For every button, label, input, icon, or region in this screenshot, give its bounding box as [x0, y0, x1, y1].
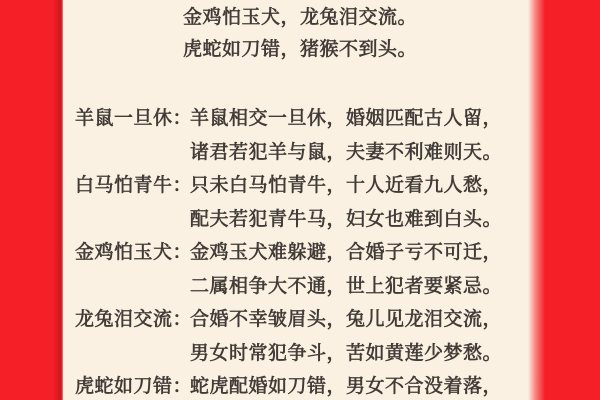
- section-title: 龙兔泪交流：: [75, 308, 193, 330]
- section-line: 只未白马怕青牛，十人近看九人愁，: [190, 174, 503, 196]
- intro-poem: [63, 0, 537, 65]
- section-body: [190, 169, 537, 236]
- section-title: 虎蛇如刀错：: [75, 375, 193, 397]
- section-tiger-snake: [63, 370, 537, 400]
- left-red-border: [0, 0, 63, 400]
- poem-line: 金鸡怕玉犬，龙兔泪交流。: [182, 6, 417, 28]
- section-horse-ox: [63, 169, 537, 236]
- section-rooster-dog: [63, 236, 537, 303]
- poem-line: 虎蛇如刀错，猪猴不到头。: [182, 38, 417, 60]
- section-body: [190, 370, 537, 400]
- section-line: 金鸡玉犬难躲避，合婚子亏不可迁，: [190, 241, 503, 263]
- section-title: 金鸡怕玉犬：: [75, 241, 193, 263]
- section-body: [190, 303, 537, 370]
- text-content: [63, 0, 537, 400]
- section-line: 蛇虎配婚如刀错，男女不合没着落，: [190, 375, 503, 397]
- section-line: 羊鼠相交一旦休，婚姻匹配古人留，: [190, 107, 503, 129]
- section-line: 男女时常犯争斗，苦如黄莲少梦愁。: [190, 341, 503, 364]
- section-sheep-rat: [63, 102, 537, 169]
- section-title: 白马怕青牛：: [75, 174, 193, 196]
- section-line: 合婚不幸皱眉头，兔儿见龙泪交流，: [190, 308, 503, 330]
- section-dragon-rabbit: [63, 303, 537, 370]
- section-line: 配夫若犯青牛马，妇女也难到白头。: [190, 207, 503, 230]
- section-title: 羊鼠一旦休：: [75, 107, 193, 129]
- sections-list: [63, 102, 537, 400]
- section-line: 诸君若犯羊与鼠，夫妻不利难则天。: [190, 140, 503, 163]
- right-red-border: [528, 0, 600, 400]
- section-body: [190, 102, 537, 169]
- section-body: [190, 236, 537, 303]
- section-line: 二属相争大不通，世上犯者要紧忌。: [190, 274, 503, 297]
